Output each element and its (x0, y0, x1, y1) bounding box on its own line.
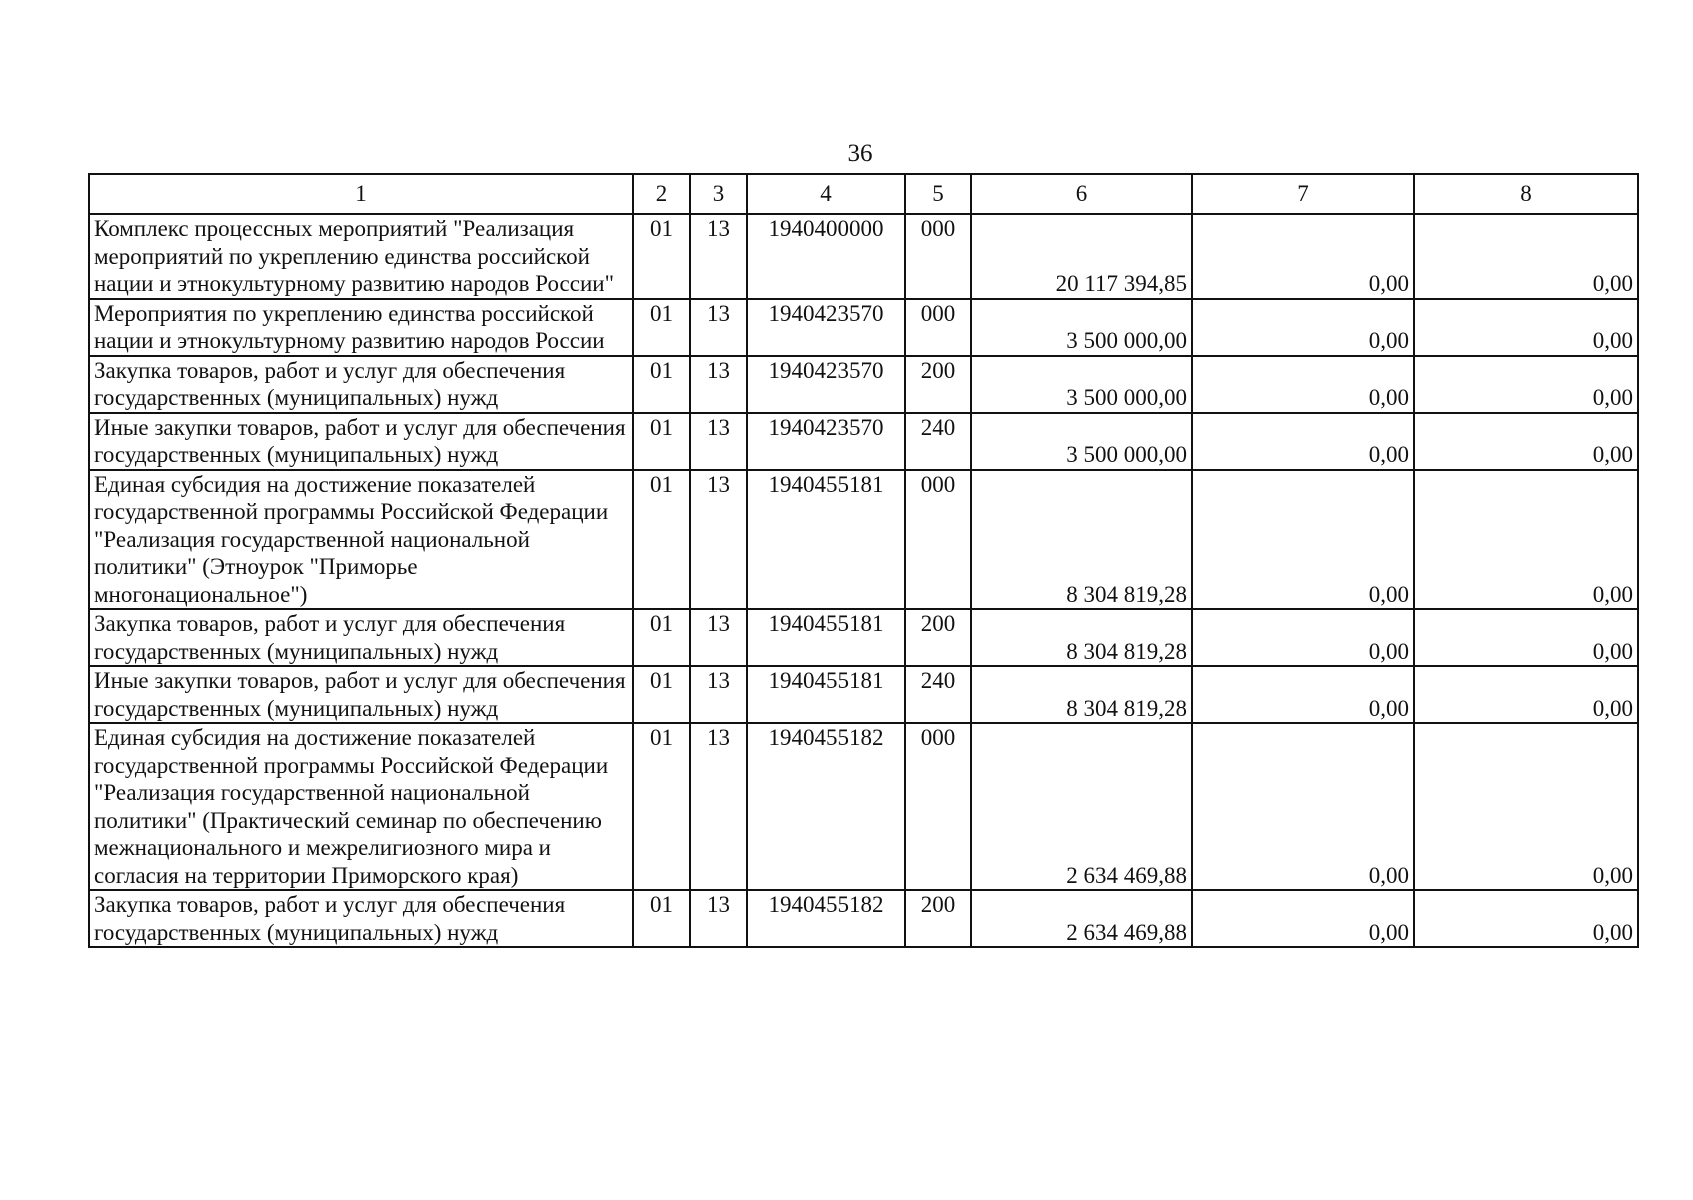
row-name-cell: Закупка товаров, работ и услуг для обеспечения государственных (муниципальных) нужд (89, 609, 633, 666)
table-row (89, 890, 1638, 947)
amount-cell: 0,00 (1192, 413, 1414, 470)
section-code-cell: 01 (633, 413, 690, 470)
expense-type-cell: 000 (905, 723, 971, 890)
expense-type-cell: 000 (905, 299, 971, 356)
row-name-cell: Единая субсидия на достижение показателей государственной программы Российской Федерации "Реализация государственной национальной политики" (Этноурок "Приморье многонациональное") (89, 470, 633, 610)
amount-cell: 3 500 000,00 (971, 299, 1192, 356)
amount-cell: 8 304 819,28 (971, 470, 1192, 610)
subsection-code-cell: 13 (690, 299, 747, 356)
budget-table (88, 173, 1639, 948)
table-row (89, 470, 1638, 610)
amount-cell: 0,00 (1192, 666, 1414, 723)
expense-type-cell: 200 (905, 890, 971, 947)
target-article-cell: 1940455181 (747, 609, 905, 666)
amount-cell: 0,00 (1414, 890, 1638, 947)
subsection-code-cell: 13 (690, 413, 747, 470)
column-header: 5 (905, 174, 971, 214)
expense-type-cell: 200 (905, 609, 971, 666)
target-article-cell: 1940400000 (747, 214, 905, 299)
amount-cell: 0,00 (1414, 413, 1638, 470)
expense-type-cell: 200 (905, 356, 971, 413)
amount-cell: 2 634 469,88 (971, 723, 1192, 890)
section-code-cell: 01 (633, 890, 690, 947)
table-row (89, 609, 1638, 666)
row-name-cell: Мероприятия по укреплению единства российской нации и этнокультурному развитию народов России (89, 299, 633, 356)
section-code-cell: 01 (633, 609, 690, 666)
amount-cell: 3 500 000,00 (971, 413, 1192, 470)
amount-cell: 0,00 (1192, 356, 1414, 413)
section-code-cell: 01 (633, 666, 690, 723)
section-code-cell: 01 (633, 214, 690, 299)
row-name-cell: Закупка товаров, работ и услуг для обеспечения государственных (муниципальных) нужд (89, 356, 633, 413)
page-number: 36 (847, 140, 873, 167)
amount-cell: 0,00 (1414, 609, 1638, 666)
amount-cell: 0,00 (1192, 299, 1414, 356)
subsection-code-cell: 13 (690, 666, 747, 723)
target-article-cell: 1940455182 (747, 890, 905, 947)
subsection-code-cell: 13 (690, 356, 747, 413)
amount-cell: 0,00 (1192, 723, 1414, 890)
amount-cell: 0,00 (1414, 470, 1638, 610)
section-code-cell: 01 (633, 470, 690, 610)
column-header: 3 (690, 174, 747, 214)
table-header-row (89, 174, 1638, 214)
target-article-cell: 1940423570 (747, 299, 905, 356)
expense-type-cell: 240 (905, 666, 971, 723)
column-header: 7 (1192, 174, 1414, 214)
target-article-cell: 1940455181 (747, 666, 905, 723)
expense-type-cell: 240 (905, 413, 971, 470)
amount-cell: 0,00 (1414, 299, 1638, 356)
subsection-code-cell: 13 (690, 470, 747, 610)
target-article-cell: 1940423570 (747, 413, 905, 470)
section-code-cell: 01 (633, 299, 690, 356)
column-header: 8 (1414, 174, 1638, 214)
column-header: 2 (633, 174, 690, 214)
expense-type-cell: 000 (905, 214, 971, 299)
row-name-cell: Закупка товаров, работ и услуг для обеспечения государственных (муниципальных) нужд (89, 890, 633, 947)
column-header: 6 (971, 174, 1192, 214)
target-article-cell: 1940455182 (747, 723, 905, 890)
amount-cell: 0,00 (1414, 214, 1638, 299)
target-article-cell: 1940455181 (747, 470, 905, 610)
amount-cell: 0,00 (1192, 470, 1414, 610)
row-name-cell: Иные закупки товаров, работ и услуг для обеспечения государственных (муниципальных) нужд (89, 666, 633, 723)
table-row (89, 299, 1638, 356)
subsection-code-cell: 13 (690, 609, 747, 666)
amount-cell: 8 304 819,28 (971, 666, 1192, 723)
subsection-code-cell: 13 (690, 890, 747, 947)
row-name-cell: Комплекс процессных мероприятий "Реализация мероприятий по укреплению единства российской нации и этнокультурному развитию народов России" (89, 214, 633, 299)
table-row (89, 666, 1638, 723)
amount-cell: 0,00 (1192, 609, 1414, 666)
section-code-cell: 01 (633, 356, 690, 413)
amount-cell: 0,00 (1414, 356, 1638, 413)
amount-cell: 0,00 (1414, 666, 1638, 723)
amount-cell: 0,00 (1192, 214, 1414, 299)
amount-cell: 0,00 (1192, 890, 1414, 947)
table-row (89, 723, 1638, 890)
amount-cell: 0,00 (1414, 723, 1638, 890)
amount-cell: 2 634 469,88 (971, 890, 1192, 947)
row-name-cell: Единая субсидия на достижение показателей государственной программы Российской Федерации "Реализация государственной национальной политики" (Практический семинар по обеспечению межнационального и межрелигиозного мира и согласия на территории Приморского края) (89, 723, 633, 890)
target-article-cell: 1940423570 (747, 356, 905, 413)
subsection-code-cell: 13 (690, 214, 747, 299)
row-name-cell: Иные закупки товаров, работ и услуг для обеспечения государственных (муниципальных) нужд (89, 413, 633, 470)
section-code-cell: 01 (633, 723, 690, 890)
amount-cell: 3 500 000,00 (971, 356, 1192, 413)
column-header: 1 (89, 174, 633, 214)
table-row (89, 214, 1638, 299)
subsection-code-cell: 13 (690, 723, 747, 890)
expense-type-cell: 000 (905, 470, 971, 610)
amount-cell: 20 117 394,85 (971, 214, 1192, 299)
table-row (89, 356, 1638, 413)
table-row (89, 413, 1638, 470)
column-header: 4 (747, 174, 905, 214)
amount-cell: 8 304 819,28 (971, 609, 1192, 666)
